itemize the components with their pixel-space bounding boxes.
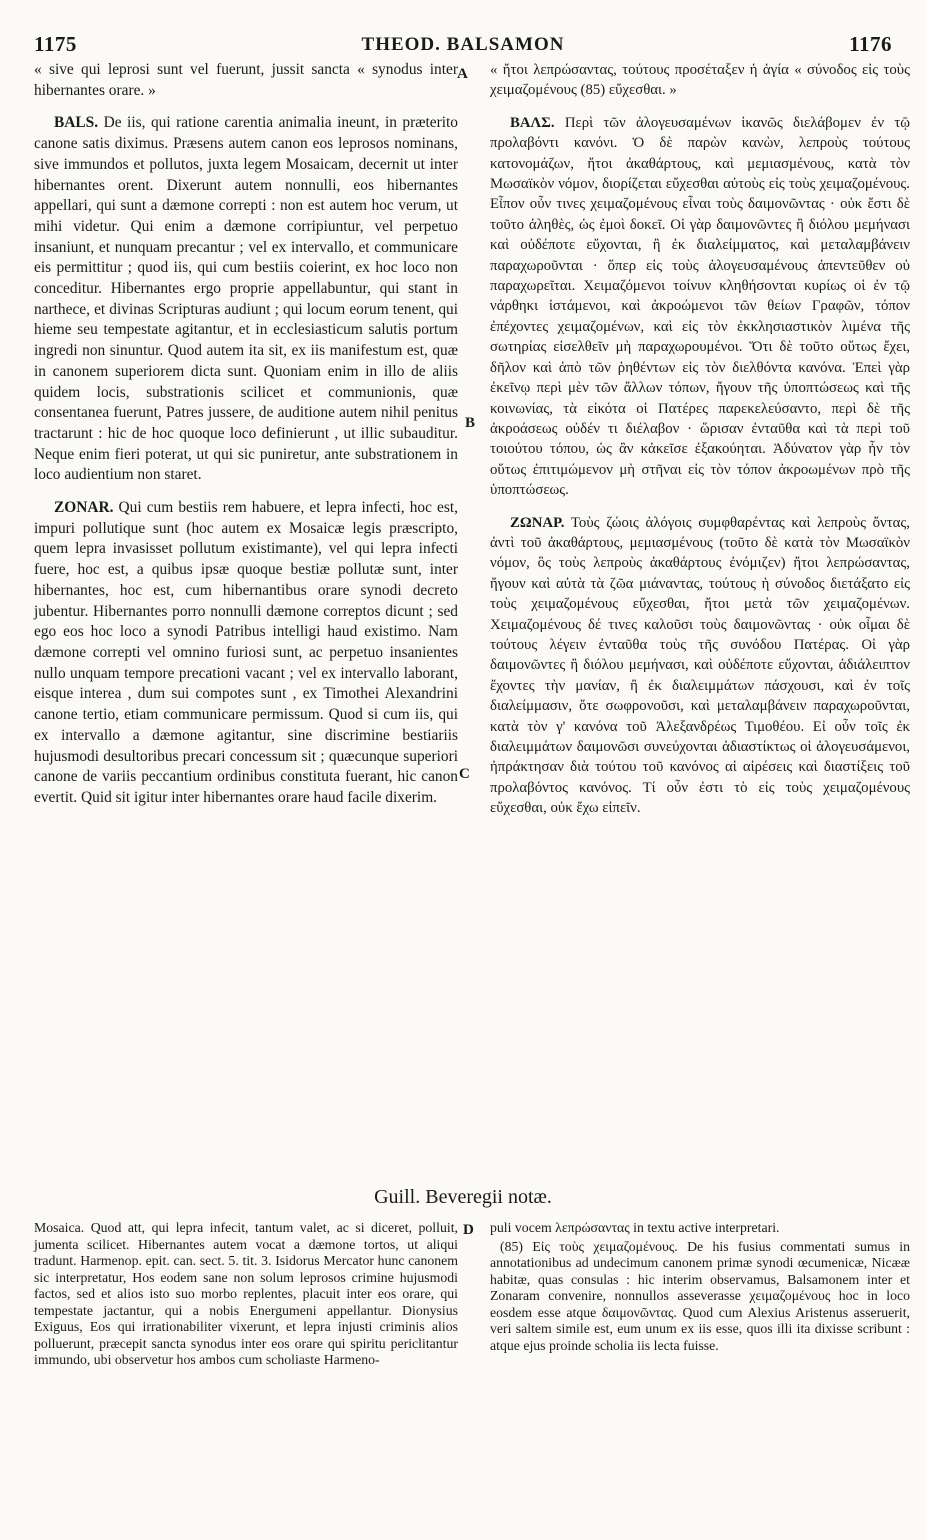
greek-column <box>490 60 910 819</box>
section-marker-b: B <box>465 415 476 431</box>
latin-zonaras-text: Qui cum bestiis rem habuere, et lepra infecti, hoc est, impuri pollutique sunt (hoc autem ex Mosaicæ legis præscripto, quem lepra invasisset pollutum existimante), vel qui lepra infecti fuere, hoc est, a quibus ipsæ quoque bestiæ pollutæ sunt, inter hibernantes, hoc est, cum hibernantibus orare synodi decreto jubentur. Hibernantes porro nonnulli dæmone correptos dicunt ; sed ego eos hoc loco a synodi Patribus intelligi haud existimo. Nam dæmone correpti vel omnino furiosi sunt, ac perpetuo insanientes nullo unquam tempore precationi vacant ; vel ex intervallo laborant, eisque interea , dum sui compotes sunt , ex Timothei Alexandrini canone tertio, etiam communicare permissum. Quod si cum iis, qui ex intervallo a dæmone agitantur, sine discrimine bestiariis hujusmodi desultoribus precari concessum sit ; quæcunque superiori canone de variis peccantium ordinibus constituta fuerant, hic canon evertit. Quid sit igitur inter hibernantes orare haud facile dixerim. <box>34 499 458 806</box>
greek-canon-quote: « ἤτοι λεπρώσαντας, τούτους προσέταξεν ἡ ἁγία « σύνοδος εἰς τοὺς χειμαζομένους (85) εὔχεσθαι. » <box>490 62 910 99</box>
running-title: THEOD. BALSAMON <box>361 34 565 55</box>
left-page-number: 1175 <box>34 32 77 56</box>
greek-balsamon-label: ΒΑΛΣ. <box>510 114 555 131</box>
running-header <box>34 20 892 64</box>
notes-left-column <box>34 1220 458 1369</box>
latin-balsamon-text: De iis, qui ratione carentia animalia ineunt, in præterito canone satis diximus. Præsens autem canon eos leprosos nominans, sive immundos et pollutos, juxta legem Mosaicam, decernit ut inter hibernantes orent. Dixerunt autem nonnulli, eos hibernantes appellari, qui sunt a dæmone correpti : non est autem hoc verum, ut mihi videtur. Qui enim a dæmone corripiuntur, vel perpetuo insaniunt, et nunquam precantur ; vel ex intervallo, et communicare eis permittitur ; quod iis, qui cum bestiis coierint, ex hoc loco non conceditur. Hibernantes ergo proprie appellabuntur, qui stant in narthece, et divinas Scripturas audiunt ; qui locum eorum tenent, qui hieme seu tempestate agitantur, et in ecclesiasticum salutis portum ingredi non sinuntur. Quod autem ita sit, ex iis manifestum est, quæ in canonem superiorem dicta sunt. Quoniam enim in illo de aliis quidem locis, substrationis scilicet et communionis, quæ consentanea fuerunt, Patres jussere, de auditione autem nihil penitus tractarunt : hic de hoc quoque loco definierunt , ut illic subauditur. Neque enim fieri poterat, ut qui sic puniretur, ante substrationem in loco audientium non staret. <box>34 114 458 484</box>
greek-balsamon-paragraph <box>490 113 910 501</box>
greek-zonaras-text: Τοὺς ζώοις ἀλόγοις συμφθαρέντας καὶ λεπροὺς ὄντας, ἀντὶ τοῦ ἀκαθάρτους, μεμιασμένους (τοῦτο δὲ κατὰ τὸν Μωσαϊκὸν νόμον, ὃς τοὺς λεπροὺς ἀκαθάρτους ἐνόμιζεν) ἤτοι λεπρώσαντας, ἤγουν καὶ αὐτὰ τὰ ζῶα μιάναντας, τούτους ἡ σύνοδος διετάξατο εἰς τοὺς χειμαζομένους εὔχεσθαι, ἤτοι μετὰ τῶν χειμαζομένων. Χειμαζομένους δέ τινες καλοῦσι τοὺς δαιμονῶντας · οὐκ οἶμαι δὲ τούτους λέγειν ἐνταῦθα τοὺς τῆς συνόδου Πατέρας. Οἱ γὰρ δαιμονῶντες ἢ διόλου μεμήνασι, καὶ οὐδέποτε εὔχονται, ἀδιάλειπτον ἔχοντες τὴν μανίαν, ἢ ἐκ διαλειμμάτων πάσχουσι, καὶ ἐν τοῖς διαλείμμασιν, ὅτε σωφρονοῦσι, καὶ μεταλαμβάνειν παραχωροῦνται, κατὰ τὸν γ' κανόνα τοῦ Ἀλεξανδρέως Τιμοθέου. Εἰ οὖν τοῖς ἐκ διαλειμμάτων δαιμονῶσι συνεύχονται ἀδιαστίκτως οἱ ἀλογευσάμενοι, ἠπράκτησαν διὰ τούτου τοῦ κανόνος αἱ αἱρέσεις καὶ διαστίξεις τοῦ προλαβόντος κανόνος. Τί οὖν ἐστι τὸ εἰς τοὺς χειμαζομένους εὔχεσθαι, οὐκ ἔχω εἰπεῖν. <box>490 514 910 817</box>
latin-balsamon-paragraph <box>34 113 458 486</box>
notes-right-column <box>490 1220 910 1354</box>
section-marker-a: A <box>457 66 468 82</box>
latin-column <box>34 60 458 809</box>
latin-canon-quote: « sive qui leprosi sunt vel fuerunt, jussit sancta « synodus inter hibernantes orare. » <box>34 61 458 99</box>
section-marker-c: C <box>459 766 470 782</box>
notes-left-text: Mosaica. Quod att, qui lepra infecit, tantum valet, ac si diceret, polluit, jumenta scilicet. Hibernantes autem vocat a dæmone tortos, ut aliqui tradunt. Harmenop. epit. can. sect. 5. tit. 3. Isidorus Mercator hunc canonem sic interpretatur, Hos eodem sane non solum leprosos crimine hujusmodi factos, sed et alios isto suo morbo replentes, placuit inter eos orare, qui tempestate jactantur, qui a nobis Energumeni appellantur. Dionysius Exiguus, Eos qui irrationabiliter vixerunt, et lepra injusti criminis alios polluerunt, præcepit sancta synodus inter eos orare qui spiritu periclitantur immundo, ubi observetur hos ambos cum scholiaste Harmeno- <box>34 1220 458 1367</box>
notes-heading: Guill. Beveregii notæ. <box>374 1186 552 1208</box>
section-marker-d: D <box>463 1222 474 1238</box>
latin-zonaras-paragraph <box>34 498 458 809</box>
right-page-number: 1176 <box>849 32 892 56</box>
latin-zonaras-label: ZONAR. <box>54 499 114 517</box>
latin-balsamon-label: BALS. <box>54 114 99 132</box>
notes-right-note-85: (85) Εἰς τοὺς χειμαζομένους. De his fusius commentati sumus in annotationibus ad undecimum canonem primæ synodi œcumenicæ, Nicææ habitæ, quas consulas : hic interim observamus, Balsamonem inter et Zonaram convenire, nonnullos asseverasse χειμαζομένους hoc in loco eosdem esse atque δαιμονῶντας. Quod cum Alexius Aristenus asseruerit, veri saltem simile est, eum unum ex iis esse, quos illi ita dixisse scribunt : atque ejus proinde scholia iis lecta fuisse. <box>490 1238 910 1353</box>
notes-right-continuation: puli vocem λεπρώσαντας in textu active interpretari. <box>490 1220 780 1235</box>
greek-balsamon-text: Περὶ τῶν ἀλογευσαμένων ἱκανῶς διελάβομεν ἐν τῷ προλαβόντι κανόνι. Ὁ δὲ παρὼν κανὼν, λεπροὺς τούτους κατονομάζων, ἤτοι ἀκαθάρτους, καὶ μεμιασμένους, κατὰ τὸν Μωσαϊκὸν νόμον, διορίζεται εὔχεσθαι αὐτοὺς εἰς τοὺς χειμαζομένους. Εἶπον οὖν τινες χειμαζομένους εἶναι τοὺς δαιμονῶντας · οὐκ ἔστι δὲ τοῦτο ἀληθὲς, ὡς ἐμοὶ δοκεῖ. Οἱ γὰρ δαιμονῶντες ἢ διόλου μεμήνασι καὶ οὐδέποτε εὔχονται, ἢ ἐκ διαλείμματος, καὶ μεταλαμβάνειν παραχωροῦνται · ὅπερ εἰς τοὺς ἀλογευσαμένους ἀπεντεῦθεν οὐ παραχωρεῖται. Χειμαζόμενοι τοίνυν κληθήσονται κυρίως οἱ ἐν τῷ νάρθηκι ἱστάμενοι, καὶ ἀκροώμενοι τῶν θείων Γραφῶν, τόπον ἐπέχοντες χειμαζομένων, καὶ εἰς τὸν ἐκκλησιαστικὸν λιμένα τῆς σωτηρίας εἰσελθεῖν μὴ παραχωρουμένοι. Ὅτι δὲ τοῦτο οὕτως ἔχει, δῆλον καὶ ἀπὸ τῶν ῥηθέντων εἰς τὸν διελθόντα κανόνα. Ἐπεὶ γὰρ ἐκεῖνῳ περὶ μὲν τῶν ἄλλων τόπων, ἤγουν τῆς ὑποπτώσεως καὶ τῆς κοινωνίας, τὰ εἰκότα οἱ Πατέρες παρεκελεύσαντο, περὶ δὲ τῆς ἀκροάσεως οὐδέν τι διέλαβον · ὥρισαν ἐνταῦθα καὶ τὰ περὶ τοῦ τοιούτου τόπου, ὡς ἂν κἀκεῖσε ἐξακούηται. Ἀδύνατον γὰρ ἦν τὸν οὕτως ἐπιτιμώμενον μὴ στῆναι εἰς τὸν τόπον ἀκροωμένων πρὸ τῆς ὑποπτώσεως. <box>490 114 911 499</box>
greek-zonaras-paragraph <box>490 513 910 819</box>
greek-zonaras-label: ΖΩΝΑΡ. <box>510 514 565 531</box>
